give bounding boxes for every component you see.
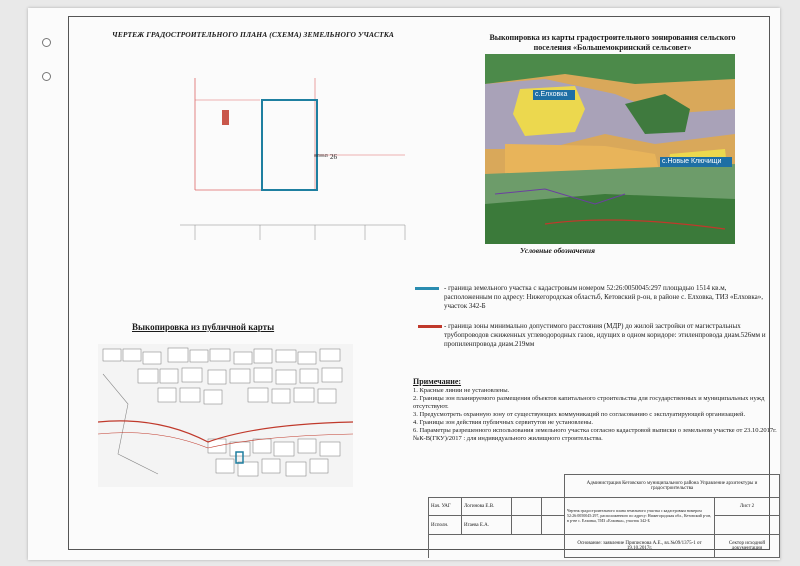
remark-item: 6. Параметры разрешенного использования земельного участка согласно кадастровой выписки о земельном участке от 23.10.2017г. №К-В(ГКУ)/2017 : для индивидуального жилищного строительства. [413, 427, 777, 442]
stamp-role1: Нач. УАГ [429, 498, 462, 516]
stamp-basis: Основание: заявление Приписнова А.Е., вх.№09/1375-1 от 19.10.2017г. [565, 534, 715, 557]
site-plan-drawing [180, 70, 410, 245]
parcel-legend-swatch [415, 287, 439, 291]
punch-hole [42, 38, 51, 47]
zone-legend-swatch [418, 325, 442, 329]
stamp-admin: Администрация Кетовского муниципального района Управление архитектуры и градостроительства [565, 475, 780, 498]
stamp-name2: Игаева Е.А. [462, 516, 512, 534]
zoning-map [485, 54, 735, 244]
zoning-map-title: Выкопировка из карты градостроительного зонирования сельского поселения «Большемокринский сельсовет» [489, 33, 736, 52]
plan-title: ЧЕРТЕЖ ГРАДОСТРОИТЕЛЬНОГО ПЛАНА (СХЕМА) ЗЕМЕЛЬНОГО УЧАСТКА [112, 30, 395, 39]
remarks-list [413, 387, 778, 443]
stamp-role2: Исполн. [429, 516, 462, 534]
public-map-title: Выкопировка из публичной карты [132, 322, 275, 332]
plan-label-cadastre: 0050045 [314, 153, 328, 158]
klyuchishchi-label: с.Новые Ключищи [662, 158, 722, 165]
remark-item: 3. Предусмотреть охранную зону от существующих коммуникаций по согласованию с эксплуатирующей организацией. [413, 411, 746, 418]
parcel-legend-text: - граница земельного участка с кадастровым номером 52:26:0050045:297 площадью 1514 кв.м, расположенным по адресу: Нижегородская областьб, Кетовский р-он, в районе с. Елховка, ТИЗ «Елховка», участок 342-Б [444, 284, 764, 310]
zone-legend-text: - граница зоны минимально допустимого расстояния (МДР) до жилой застройки от магистральных трубопроводов сжиженных углеводородных газов, идущих в одном коридоре: этиленпровода диам.526мм и пропиленпровода диам.219мм [444, 322, 766, 348]
plan-label-26: 26 [330, 153, 337, 161]
remarks-title: Примечание: [413, 377, 462, 386]
parcel-boundary [262, 100, 317, 190]
legend-header: Условные обозначения [520, 246, 595, 255]
remark-item: 2. Границы зон планируемого размещения объектов капитального строительства для государственных и муниципальных нужд отсутствуют. [413, 395, 765, 410]
public-cadastral-map [98, 344, 353, 487]
elkhovka-label: с.Елховка [535, 91, 568, 98]
stamp-source: Сектор исходной документации [715, 534, 780, 557]
remark-item: 1. Красные линии не установлены. [413, 387, 510, 394]
punch-hole [42, 72, 51, 81]
stamp-description: Чертеж градостроительного плана земельного участка с кадастровым номером 52:26:0050045:297, расположенного по адресу: Нижегородская обл., Кетовский р-он, в р-не с. Елховка, ТИЗ «Елховка», участок 342-Б [565, 498, 715, 535]
building-mark [222, 110, 229, 125]
remark-item: 4. Границы зон действия публичных сервитутов не установлены. [413, 419, 593, 426]
stamp-sheet: Лист 2 [715, 498, 780, 516]
stamp-name1: Логинова Е.В. [462, 498, 512, 516]
title-block [428, 474, 780, 558]
